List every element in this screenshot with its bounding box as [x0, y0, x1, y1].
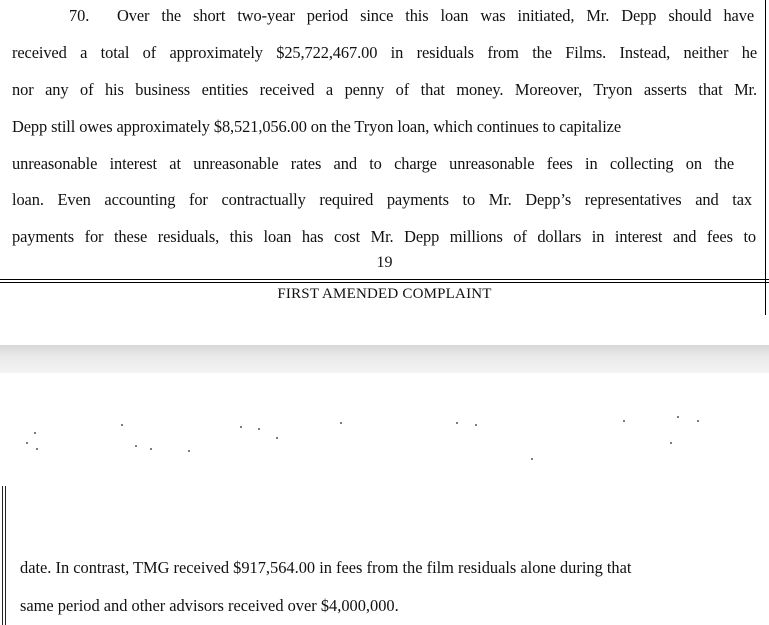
footer-rule-top [0, 279, 769, 280]
body-line-1-text: Over the short two-year period since this loan was initiated, Mr. Depp should have [117, 6, 754, 25]
body-line-1 [12, 6, 754, 26]
page-number: 19 [376, 254, 393, 271]
scan-speck [276, 437, 278, 439]
scan-speck [150, 448, 152, 450]
body-line-2: received a total of approximately $25,722,467.00 in residuals from the Films. Instead, neither he [12, 43, 757, 62]
scan-speck [475, 424, 477, 426]
body-line-5: unreasonable interest at unreasonable rates and to charge unreasonable fees in collecting on the [12, 154, 734, 173]
document-page-bottom [0, 373, 769, 625]
scan-speck [135, 445, 137, 447]
body-line-8: date. In contrast, TMG received $917,564.00 in fees from the film residuals alone during that [20, 558, 632, 577]
scan-speck [258, 428, 260, 430]
scan-speck [36, 448, 38, 450]
scan-speck [121, 424, 123, 426]
footer-title: FIRST AMENDED COMPLAINT [277, 286, 492, 302]
scan-speck [340, 422, 342, 424]
scan-speck [670, 442, 672, 444]
scan-speck [697, 420, 699, 422]
left-margin-rule [2, 486, 6, 625]
scan-speck [677, 416, 679, 418]
scan-speck [188, 450, 190, 452]
body-line-3: nor any of his business entities received a penny of that money. Moreover, Tryon asserts that Mr. [12, 80, 757, 99]
scan-speck [240, 426, 242, 428]
scan-speck [623, 420, 625, 422]
scan-speck [456, 422, 458, 424]
scan-speck [34, 432, 36, 434]
page-separator [0, 345, 769, 373]
scan-speck [531, 458, 533, 460]
paragraph-number: 70. [69, 6, 90, 25]
body-line-7: payments for these residuals, this loan has cost Mr. Depp millions of dollars in interest and fees to [12, 227, 756, 246]
body-line-9: same period and other advisors received over $4,000,000. [20, 596, 399, 615]
scan-speck [26, 442, 28, 444]
footer-rule-bottom [0, 282, 769, 283]
body-line-4: Depp still owes approximately $8,521,056.00 on the Tryon loan, which continues to capitalize [12, 117, 621, 136]
body-line-6: loan. Even accounting for contractually required payments to Mr. Depp’s representatives and tax [12, 190, 752, 209]
